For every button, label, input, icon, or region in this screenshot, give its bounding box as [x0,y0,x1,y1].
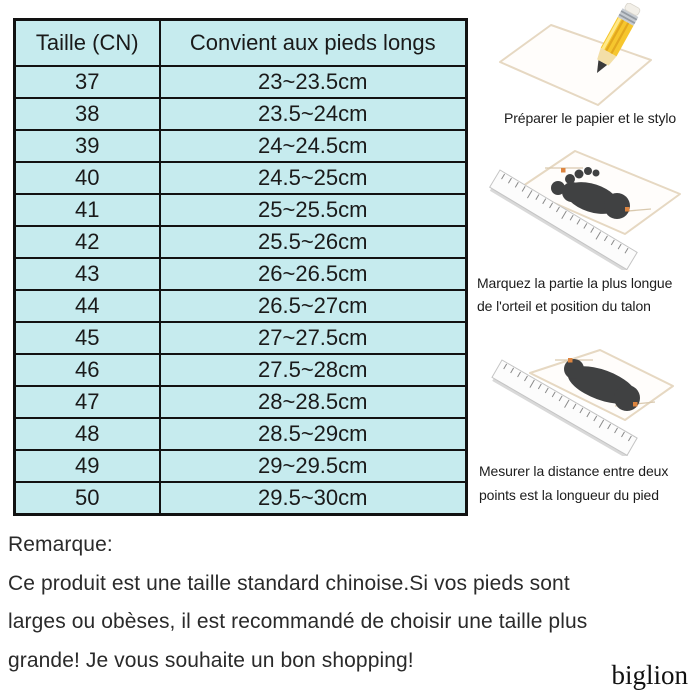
table-row [15,450,467,482]
table-row [15,130,467,162]
step3-caption-line1: Mesurer la distance entre deux [479,463,669,479]
table-row [15,322,467,354]
length-cell: 28.5~29cm [160,418,467,450]
size-cell: 50 [15,482,160,515]
size-cell: 41 [15,194,160,226]
length-cell: 23~23.5cm [160,66,467,98]
length-cell: 24.5~25cm [160,162,467,194]
size-cell: 43 [15,258,160,290]
remark-line3: grande! Je vous souhaite un bon shopping! [8,648,414,672]
table-row [15,290,467,322]
table-row [15,258,467,290]
brand-logo: biglion [611,660,688,690]
size-cell: 45 [15,322,160,354]
size-cell: 42 [15,226,160,258]
table-header-row [15,20,467,67]
table-row [15,226,467,258]
length-cell: 26.5~27cm [160,290,467,322]
remark-line1: Ce produit est une taille standard chinoise.Si vos pieds sont [8,571,570,595]
table-row [15,162,467,194]
size-table-body [15,66,467,515]
length-cell: 26~26.5cm [160,258,467,290]
size-cell: 49 [15,450,160,482]
step1-caption: Préparer le papier et le stylo [503,110,677,126]
length-column-header: Convient aux pieds longs [160,20,467,67]
table-row [15,194,467,226]
size-column-header: Taille (CN) [15,20,160,67]
remark-block [8,526,696,680]
length-cell: 27~27.5cm [160,322,467,354]
length-cell: 25.5~26cm [160,226,467,258]
table-row [15,98,467,130]
size-cell: 38 [15,98,160,130]
step3-caption [479,459,668,507]
size-cell: 39 [15,130,160,162]
size-cell: 40 [15,162,160,194]
length-cell: 28~28.5cm [160,386,467,418]
length-cell: 27.5~28cm [160,354,467,386]
table-row [15,354,467,386]
step2-caption-line2: de l'orteil et position du talon [477,298,651,314]
step2-caption-line1: Marquez la partie la plus longue [477,275,673,291]
ruler-foot-icon [475,330,690,456]
size-cell: 37 [15,66,160,98]
length-cell: 23.5~24cm [160,98,467,130]
step3-caption-line2: points est la longueur du pied [479,487,659,503]
size-cell: 46 [15,354,160,386]
size-cell: 48 [15,418,160,450]
size-cell: 47 [15,386,160,418]
table-row [15,418,467,450]
paper-pencil-icon [488,3,693,108]
ruler-footprint-icon [475,146,690,270]
remark-line2: larges ou obèses, il est recommandé de choisir une taille plus [8,610,588,633]
table-row [15,482,467,515]
length-cell: 24~24.5cm [160,130,467,162]
length-cell: 29.5~30cm [160,482,467,515]
size-chart-table [13,18,468,516]
step2-caption [477,272,672,318]
length-cell: 29~29.5cm [160,450,467,482]
table-row [15,66,467,98]
size-cell: 44 [15,290,160,322]
table-row [15,386,467,418]
length-cell: 25~25.5cm [160,194,467,226]
remark-heading: Remarque: [8,533,113,556]
